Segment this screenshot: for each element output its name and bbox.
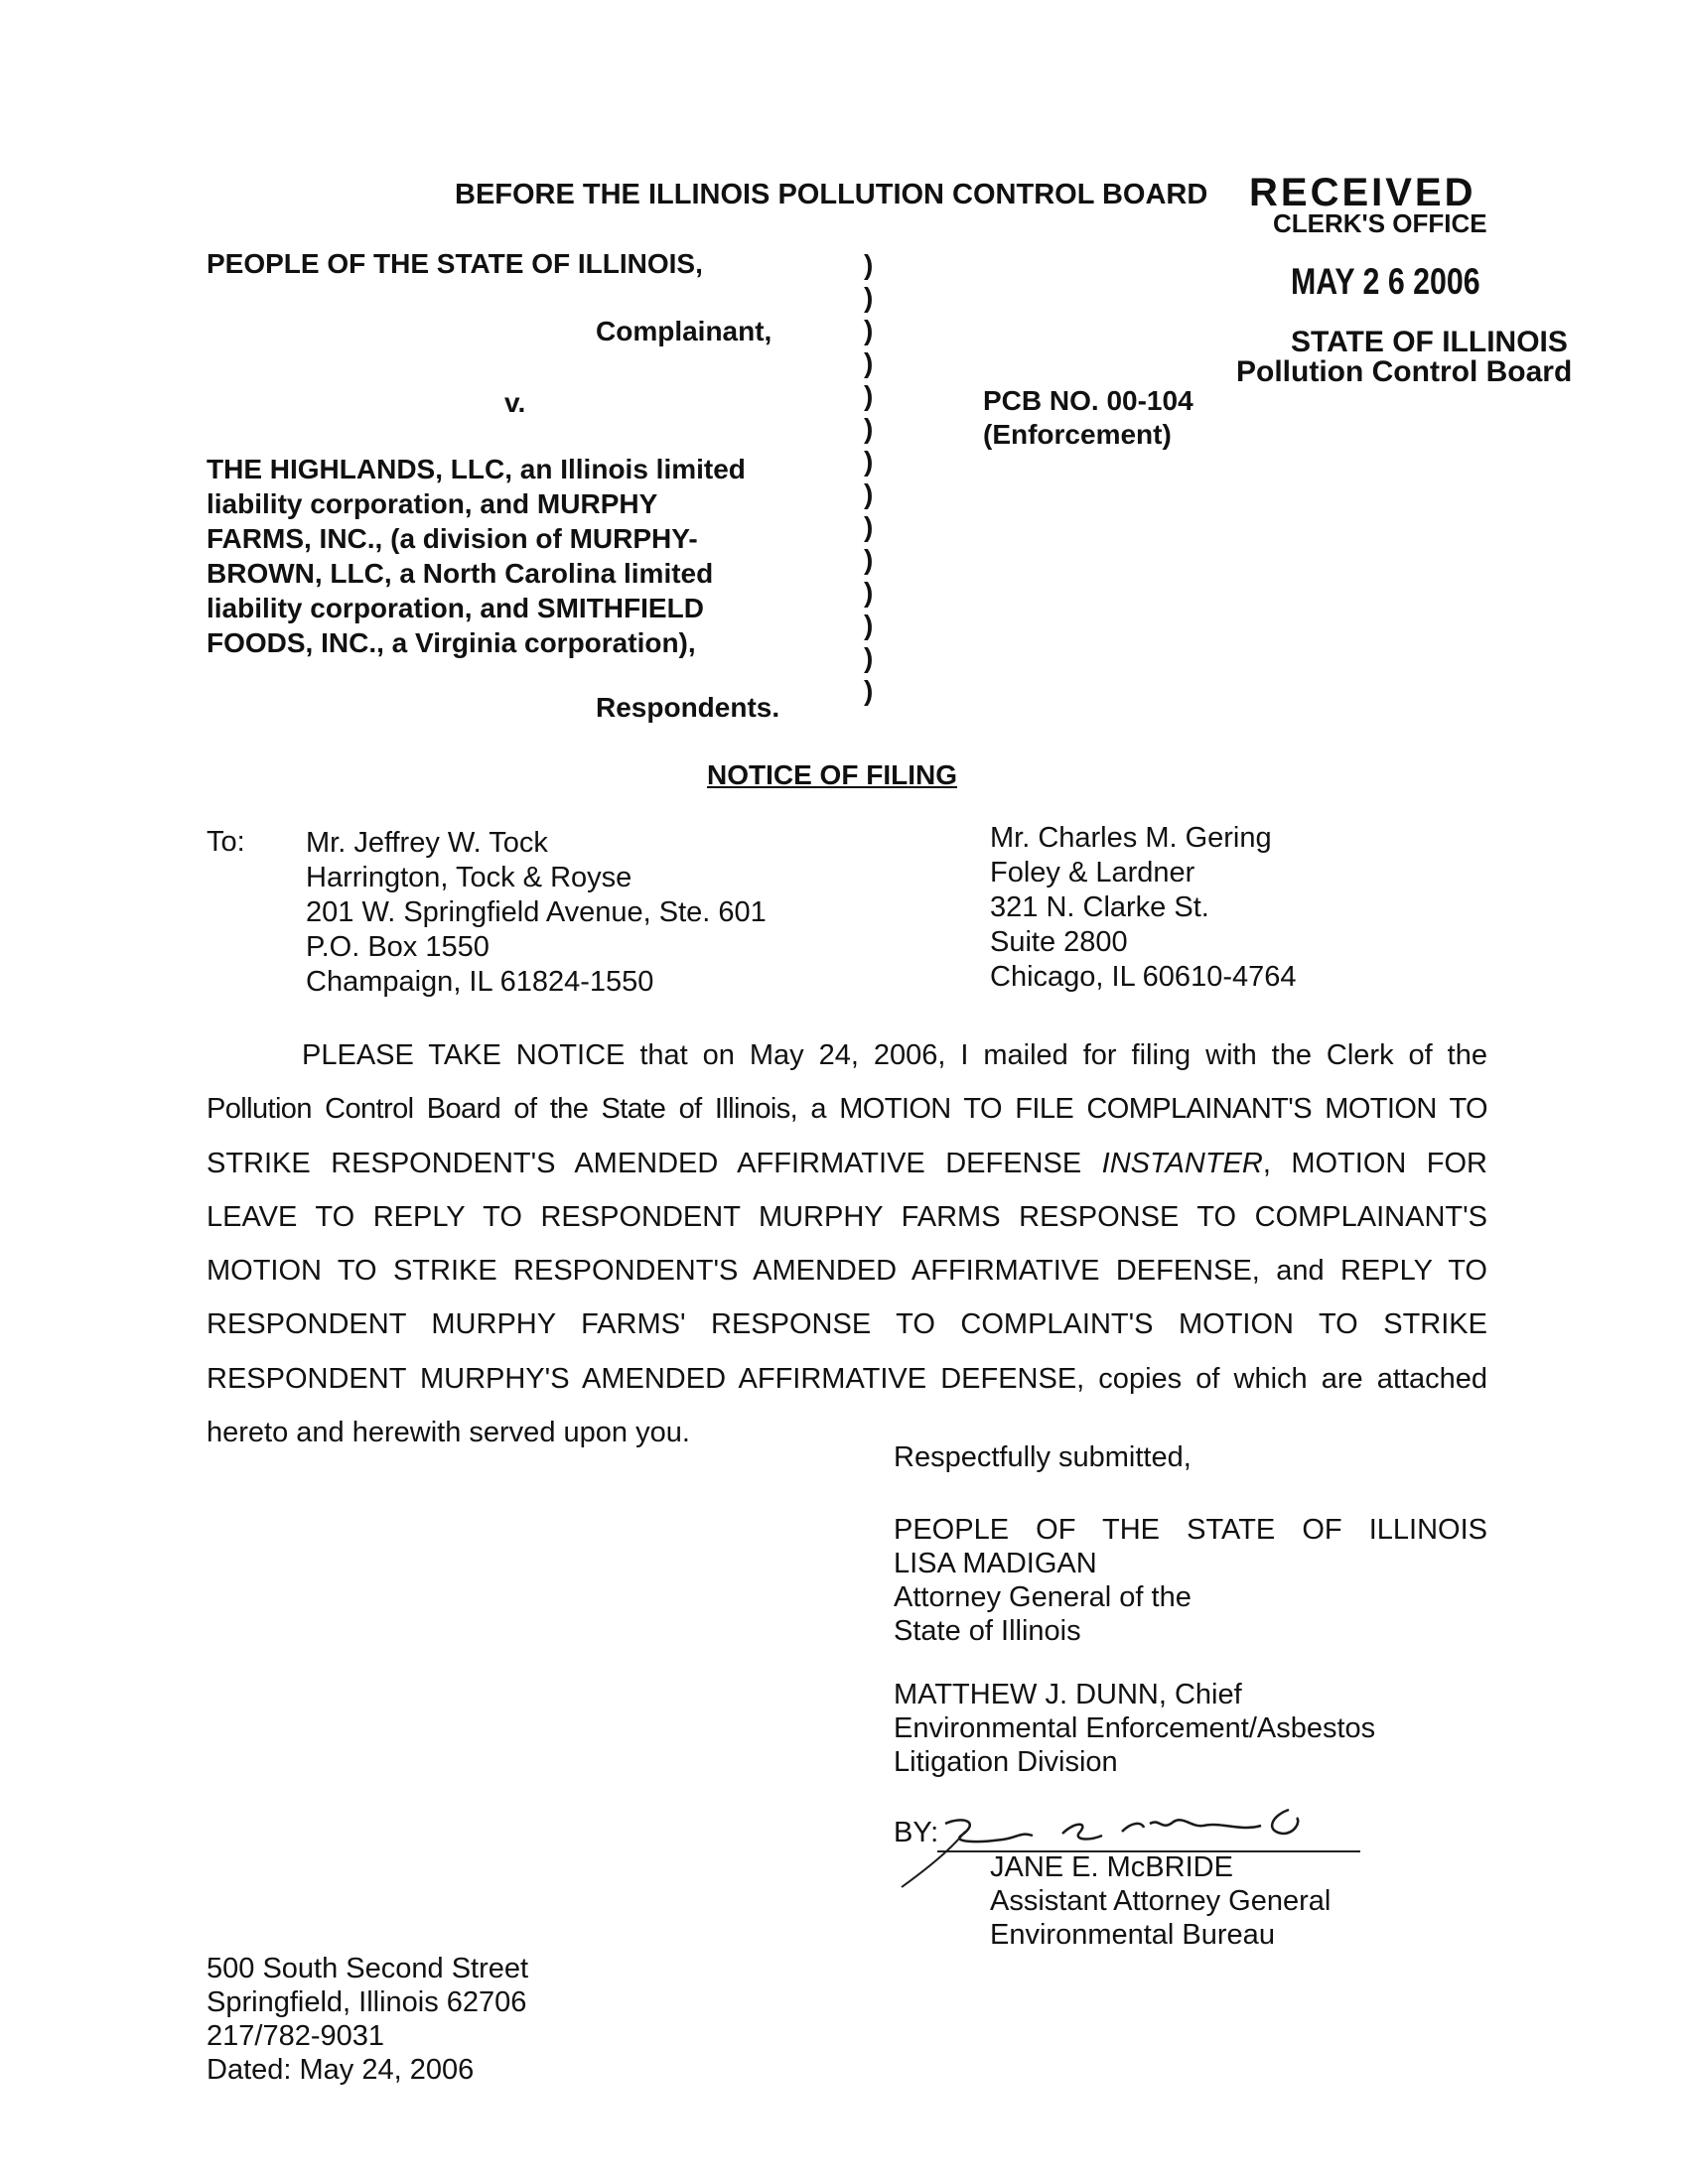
caption-paren: ) <box>864 446 874 477</box>
address-line: Mr. Jeffrey W. Tock <box>306 827 548 859</box>
body-line: PLEASE TAKE NOTICE that on May 24, 2006, I mailed for filing with the Clerk of the <box>302 1039 1487 1071</box>
division-block <box>894 1678 1375 1779</box>
body-line: RESPONDENT MURPHY FARMS' RESPONSE TO COMPLAINT'S MOTION TO STRIKE <box>207 1308 1487 1341</box>
address-line: Chicago, IL 60610-4764 <box>990 961 1297 993</box>
recipient-address <box>990 821 1297 995</box>
respondent-role: Respondents. <box>596 692 780 723</box>
division-line: MATTHEW J. DUNN, Chief <box>894 1679 1242 1710</box>
office-line: PEOPLE OF THE STATE OF ILLINOIS <box>894 1514 1487 1546</box>
case-type: (Enforcement) <box>983 419 1172 450</box>
stamp-state: STATE OF ILLINOIS <box>1291 326 1568 358</box>
recipient-address <box>306 826 767 1000</box>
caption-paren: ) <box>864 577 874 608</box>
caption-paren: ) <box>864 675 874 706</box>
stamp-board: Pollution Control Board <box>1236 355 1573 388</box>
stamp-received: RECEIVED <box>1249 171 1476 214</box>
respondent-line: FARMS, INC., (a division of MURPHY- <box>207 523 698 554</box>
division-line: Litigation Division <box>894 1746 1118 1778</box>
respondent-names <box>207 452 746 660</box>
caption-paren: ) <box>864 544 874 575</box>
signer-line: Environmental Bureau <box>990 1919 1275 1951</box>
address-line: Champaign, IL 61824-1550 <box>306 966 654 998</box>
body-line: MOTION TO STRIKE RESPONDENT'S AMENDED AFFIRMATIVE DEFENSE, and REPLY TO <box>207 1255 1487 1288</box>
respondent-line: liability corporation, and MURPHY <box>207 488 658 519</box>
caption-paren: ) <box>864 380 874 411</box>
caption-paren: ) <box>864 511 874 542</box>
address-line: 201 W. Springfield Avenue, Ste. 601 <box>306 896 767 928</box>
body-text: , MOTION FOR <box>1262 1147 1487 1179</box>
address-line: 321 N. Clarke St. <box>990 891 1209 923</box>
stamp-date: MAY 2 6 2006 <box>1291 261 1480 302</box>
signer-block <box>990 1850 1331 1952</box>
to-label: To: <box>207 826 245 858</box>
caption-paren: ) <box>864 478 874 509</box>
body-text: STRIKE RESPONDENT'S AMENDED AFFIRMATIVE DEFENSE <box>207 1147 1082 1179</box>
body-line: hereto and herewith served upon you. <box>207 1417 690 1449</box>
address-line: Mr. Charles M. Gering <box>990 822 1272 854</box>
respondent-line: liability corporation, and SMITHFIELD <box>207 593 704 623</box>
signer-line: JANE E. McBRIDE <box>990 1851 1233 1883</box>
caption-paren: ) <box>864 642 874 673</box>
footer-line: 217/782-9031 <box>207 2020 384 2052</box>
caption-paren: ) <box>864 610 874 640</box>
notice-title: NOTICE OF FILING <box>707 759 957 790</box>
signer-line: Assistant Attorney General <box>990 1885 1332 1917</box>
body-line <box>207 1137 1487 1190</box>
office-line: Attorney General of the <box>894 1581 1192 1613</box>
board-title: BEFORE THE ILLINOIS POLLUTION CONTROL BOARD <box>455 179 1208 210</box>
caption-paren: ) <box>864 282 874 313</box>
respondent-line: FOODS, INC., a Virginia corporation), <box>207 627 696 658</box>
plaintiff-name: PEOPLE OF THE STATE OF ILLINOIS, <box>207 248 703 279</box>
respondent-line: BROWN, LLC, a North Carolina limited <box>207 558 714 589</box>
footer-line: Dated: May 24, 2006 <box>207 2054 475 2086</box>
by-label: BY: <box>894 1817 939 1848</box>
caption-parentheses <box>864 248 873 707</box>
body-text-italic: INSTANTER <box>1101 1147 1263 1179</box>
caption-paren: ) <box>864 413 874 444</box>
address-line: P.O. Box 1550 <box>306 931 490 963</box>
address-line: Harrington, Tock & Royse <box>306 862 632 893</box>
caption-paren: ) <box>864 315 874 345</box>
plaintiff-role: Complainant, <box>596 316 772 346</box>
notice-body <box>207 1028 1487 1459</box>
stamp-office: CLERK'S OFFICE <box>1273 208 1487 238</box>
address-line: Suite 2800 <box>990 926 1128 958</box>
division-line: Environmental Enforcement/Asbestos <box>894 1712 1376 1744</box>
caption-paren: ) <box>864 249 874 280</box>
footer-address <box>207 1952 528 2087</box>
footer-line: Springfield, Illinois 62706 <box>207 1986 527 2018</box>
body-line: Pollution Control Board of the State of Illinois, a MOTION TO FILE COMPLAINANT'S MOTION TO <box>207 1093 1487 1126</box>
body-line: LEAVE TO REPLY TO RESPONDENT MURPHY FARMS RESPONSE TO COMPLAINANT'S <box>207 1200 1487 1233</box>
case-number: PCB NO. 00-104 <box>983 385 1193 416</box>
office-line: State of Illinois <box>894 1615 1081 1647</box>
body-line: RESPONDENT MURPHY'S AMENDED AFFIRMATIVE DEFENSE, copies of which are attached <box>207 1362 1487 1395</box>
versus: v. <box>504 387 526 418</box>
caption-paren: ) <box>864 347 874 378</box>
footer-line: 500 South Second Street <box>207 1953 529 1984</box>
address-line: Foley & Lardner <box>990 857 1195 888</box>
office-block <box>894 1513 1487 1648</box>
closing: Respectfully submitted, <box>894 1441 1192 1473</box>
respondent-line: THE HIGHLANDS, LLC, an Illinois limited <box>207 454 746 484</box>
office-line: LISA MADIGAN <box>894 1548 1097 1579</box>
